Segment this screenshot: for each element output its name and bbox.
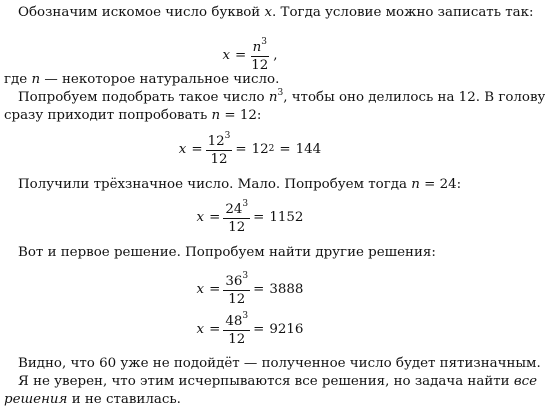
equation-n-24: x = $\frac{24^3}{12}$ = 1152 bbox=[196, 199, 304, 235]
eq3-fraction: $\frac{24^3}{12}$ bbox=[225, 199, 249, 235]
paragraph-try-selection: Попробуем подобрать такое число $n^3$, чтобы оно делилось на 12. В голову bbox=[18, 87, 545, 105]
paragraph-conclusion: Я не уверен, что этим исчерпываются все решения, но задача найти все bbox=[18, 374, 538, 389]
eq1-lhs: x bbox=[222, 48, 230, 63]
equation-n-48: x = $\frac{48^3}{12}$ = 9216 bbox=[196, 311, 304, 347]
paragraph-sixty: Видно, что 60 уже не подойдёт — полученное число будет пятизначным. bbox=[18, 356, 541, 371]
equation-n-12: x = $\frac{12^3}{12}$ = 12 $^2$ = 144 bbox=[178, 131, 322, 167]
paragraph-three-digit: Получили трёхзначное число. Мало. Попробуем тогда n = 24: bbox=[18, 177, 462, 192]
paragraph-intro bbox=[4, 4, 534, 22]
paragraph-conclusion-cont: решения и не ставилась. bbox=[4, 392, 181, 407]
intro-text: Обозначим искомое число буквой bbox=[18, 5, 261, 20]
paragraph-first-solution: Вот и первое решение. Попробуем найти другие решения: bbox=[18, 245, 436, 260]
eq2-fraction: $\frac{12^3}{12}$ bbox=[207, 131, 231, 167]
intro-tail: . Тогда условие можно записать так: bbox=[272, 5, 534, 20]
equation-general: x = $\frac{n^3}{12}$ , bbox=[222, 37, 278, 73]
intro-variable: x bbox=[264, 5, 273, 20]
eq1-fraction: $\frac{n^3}{12}$ bbox=[251, 37, 269, 73]
paragraph-natural-number: где n — некоторое натуральное число. bbox=[4, 72, 280, 87]
equation-n-36: x = $\frac{36^3}{12}$ = 3888 bbox=[196, 271, 304, 307]
eq4-fraction: $\frac{36^3}{12}$ bbox=[225, 271, 249, 307]
paragraph-try-selection-cont: сразу приходит попробовать n = 12: bbox=[4, 108, 262, 123]
eq5-fraction: $\frac{48^3}{12}$ bbox=[225, 311, 249, 347]
